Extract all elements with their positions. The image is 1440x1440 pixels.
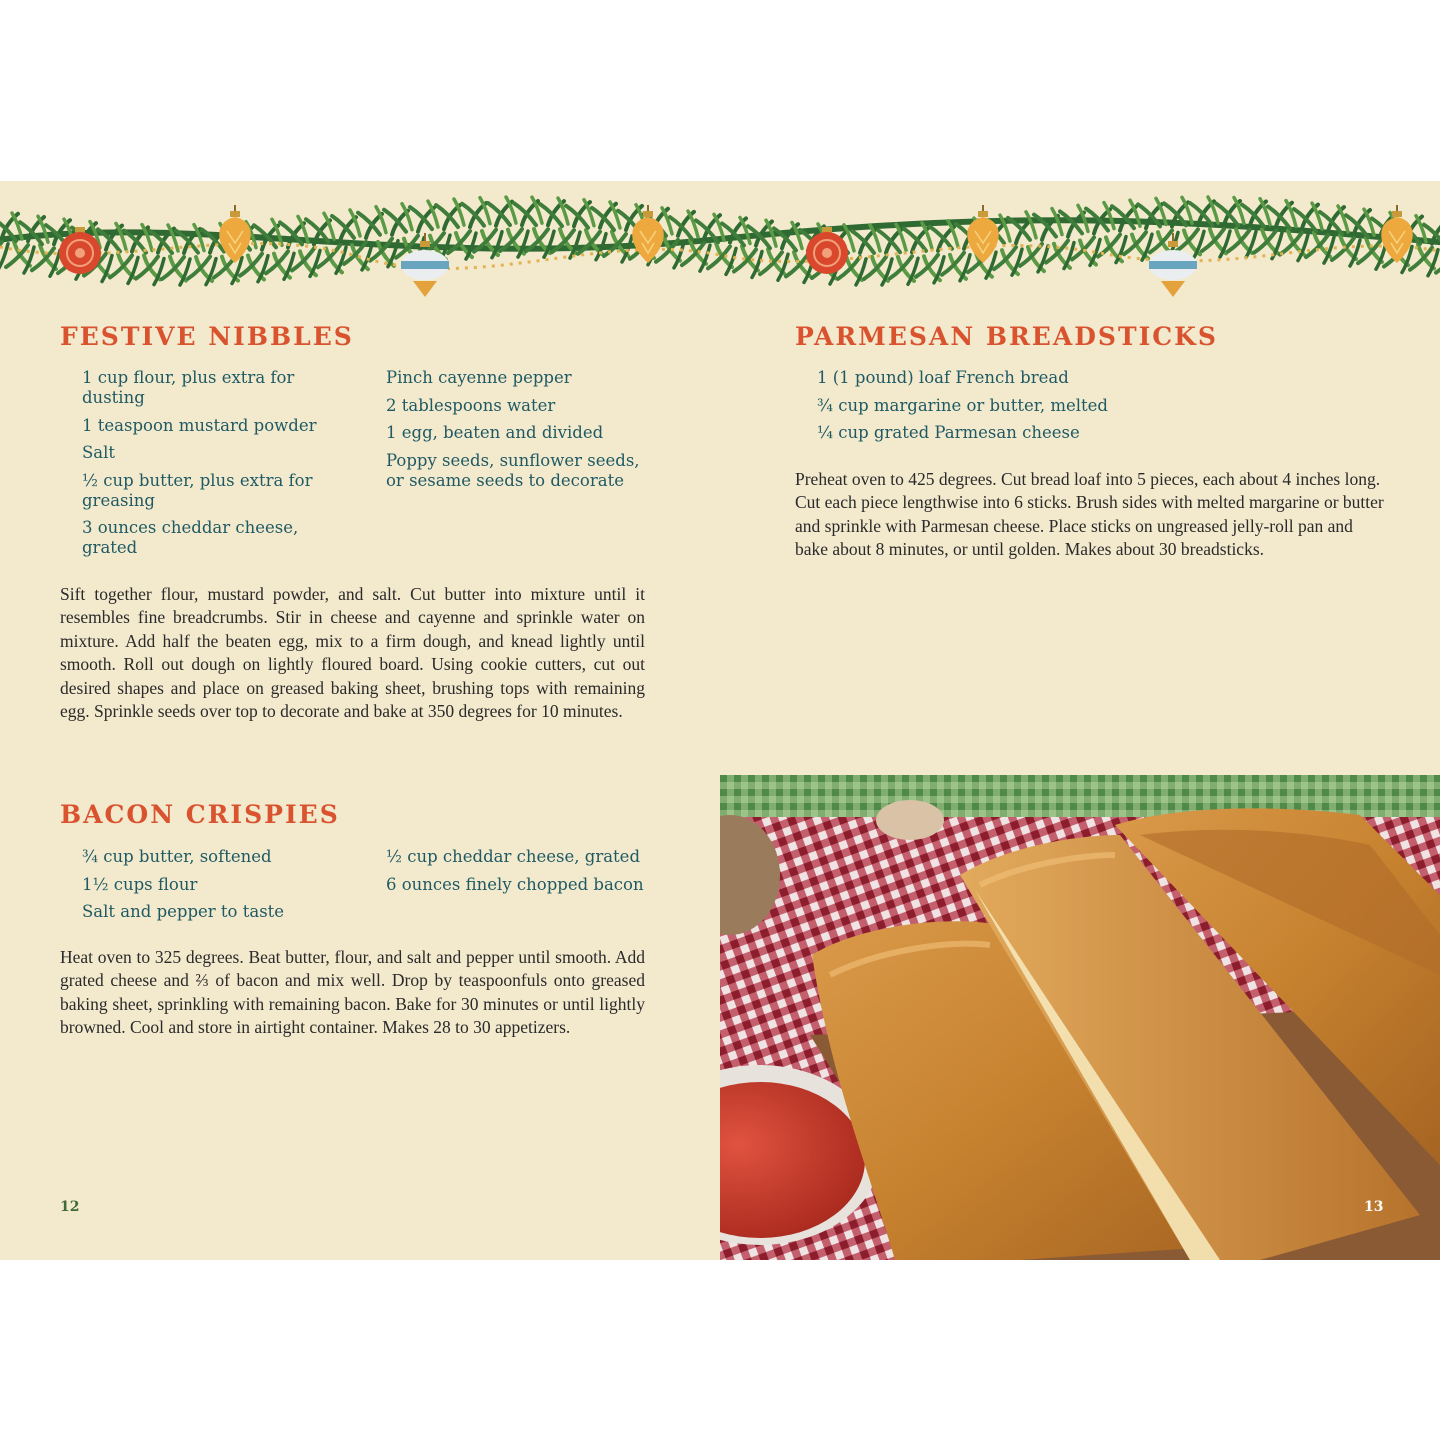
ingredient-item: 6 ounces finely chopped bacon bbox=[386, 874, 644, 894]
ingredient-list-festive-nibbles-col1 bbox=[82, 368, 327, 566]
method-bacon-crispies: Heat oven to 325 degrees. Beat butter, flour, and salt and pepper until smooth. Add grated cheese and ⅔ of bacon and mix well. Drop by teaspoonfuls onto greased baking sheet, sprinkling with remaining bacon. Bake for 30 minutes or until lightly browned. Cool and store in airtight container. Makes 28 to 30 appetizers. bbox=[60, 947, 645, 1038]
ingredient-item: Salt bbox=[82, 443, 116, 462]
pine-garland bbox=[0, 181, 1440, 301]
method-festive-nibbles: Sift together flour, mustard powder, and salt. Cut butter into mixture until it resembles fine breadcrumbs. Stir in cheese and cayenne and sprinkle water on mixture. Add half the beaten egg, mix to a firm dough, and knead lightly until smooth. Roll out dough on lightly floured board. Using cookie cutters, cut out desired shapes and place on greased baking sheet, brushing tops with remaining egg. Sprinkle seeds over top to decorate and bake at 350 degrees for 10 minutes. bbox=[60, 584, 645, 722]
ingredient-item: 1 teaspoon mustard powder bbox=[82, 415, 317, 435]
ingredient-item: 2 tablespoons water bbox=[386, 395, 556, 415]
page-number-left: 12 bbox=[60, 1199, 80, 1215]
ingredient-item: ¼ cup grated Parmesan cheese bbox=[817, 423, 1080, 442]
book-spread bbox=[0, 181, 1440, 1260]
gold-ornament-icon bbox=[219, 205, 251, 263]
ingredient-item: ¾ cup margarine or butter, melted bbox=[817, 395, 1108, 415]
recipe-title-bacon-crispies: BACON CRISPIES bbox=[60, 800, 340, 829]
page-number-right: 13 bbox=[1364, 1199, 1384, 1215]
ingredient-item: 3 ounces cheddar cheese, grated bbox=[82, 518, 299, 557]
ingredient-item: 1 (1 pound) loaf French bread bbox=[817, 368, 1069, 387]
method-parmesan-breadsticks: Preheat oven to 425 degrees. Cut bread loaf into 5 pieces, each about 4 inches long. Cut each piece lengthwise into 6 sticks. Brush sides with melted margarine or butter and sprinkle with Parmesan cheese. Place sticks on ungreased jelly-roll pan and bake about 8 minutes, or until golden. Makes about 30 breadsticks. bbox=[795, 469, 1384, 560]
recipe-title-parmesan-breadsticks: PARMESAN BREADSTICKS bbox=[795, 322, 1218, 351]
ingredient-list-parmesan-breadsticks bbox=[817, 368, 1217, 451]
ingredient-list-bacon-crispies-col1 bbox=[82, 847, 362, 930]
breadsticks-photo bbox=[720, 775, 1440, 1260]
ingredient-item: Salt and pepper to taste bbox=[82, 902, 285, 921]
ingredient-item: Poppy seeds, sunflower seeds, or sesame seeds to decorate bbox=[386, 450, 640, 490]
ingredient-list-bacon-crispies-col2 bbox=[386, 847, 676, 902]
ingredient-item: ½ cup cheddar cheese, grated bbox=[386, 847, 641, 866]
ingredient-item: ½ cup butter, plus extra for greasing bbox=[82, 470, 313, 510]
ingredient-item: 1 egg, beaten and divided bbox=[386, 423, 604, 442]
blue-ornament-icon bbox=[401, 233, 449, 297]
ingredient-item: Pinch cayenne pepper bbox=[386, 368, 572, 387]
recipe-title-festive-nibbles: FESTIVE NIBBLES bbox=[60, 322, 354, 351]
ingredient-item: 1 cup flour, plus extra for dusting bbox=[82, 368, 295, 407]
ingredient-item: ¾ cup butter, softened bbox=[82, 847, 272, 866]
ingredient-item: 1½ cups flour bbox=[82, 874, 198, 894]
ingredient-list-festive-nibbles-col2 bbox=[386, 368, 656, 498]
